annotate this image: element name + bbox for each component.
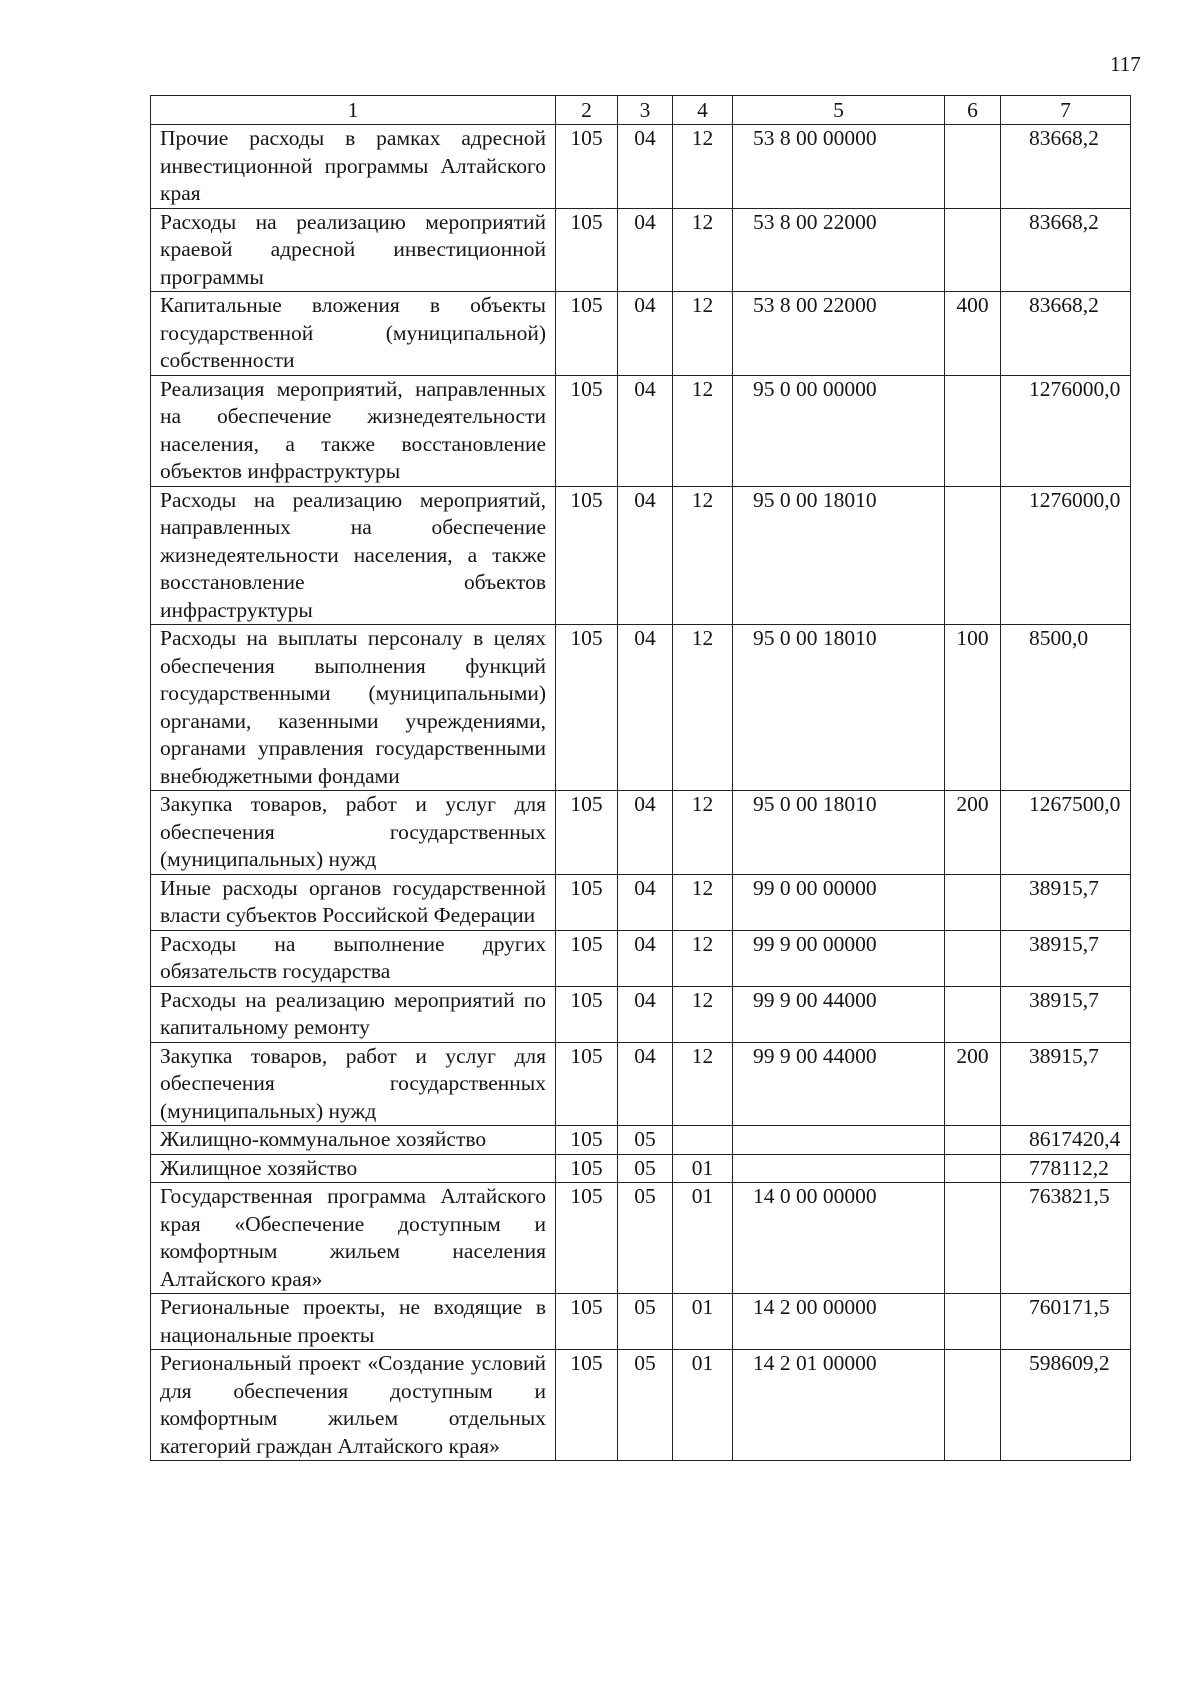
row-section-code: 05 [618, 1183, 673, 1294]
row-target-code: 14 2 00 00000 [733, 1294, 945, 1350]
row-subsection-code [673, 1126, 733, 1155]
row-name: Реализация мероприятий, направленных на обеспечение жизнедеятельности населения, а также восстановление объектов инфраструктуры [151, 375, 556, 486]
row-expense-type-code: 200 [945, 791, 1001, 875]
row-section-code: 04 [618, 486, 673, 625]
row-expense-type-code [945, 375, 1001, 486]
row-subsection-code: 12 [673, 125, 733, 209]
row-subsection-code: 12 [673, 486, 733, 625]
column-header: 4 [673, 96, 733, 125]
row-target-code: 99 9 00 44000 [733, 986, 945, 1042]
table-row [151, 125, 1131, 209]
row-target-code: 14 2 01 00000 [733, 1350, 945, 1461]
table-row [151, 791, 1131, 875]
row-target-code: 99 9 00 00000 [733, 930, 945, 986]
table-row [151, 874, 1131, 930]
row-section-code: 04 [618, 791, 673, 875]
row-subsection-code: 12 [673, 930, 733, 986]
row-section-code: 04 [618, 292, 673, 376]
row-section-code: 04 [618, 986, 673, 1042]
row-name: Расходы на реализацию мероприятий, направленных на обеспечение жизнедеятельности населения, а также восстановление объектов инфраструктуры [151, 486, 556, 625]
row-amount: 83668,2 [1001, 208, 1131, 292]
row-target-code: 53 8 00 00000 [733, 125, 945, 209]
row-subsection-code: 01 [673, 1154, 733, 1183]
row-target-code: 14 0 00 00000 [733, 1183, 945, 1294]
row-subsection-code: 01 [673, 1294, 733, 1350]
header-row [151, 96, 1131, 125]
row-expense-type-code [945, 1183, 1001, 1294]
column-header: 6 [945, 96, 1001, 125]
row-amount: 760171,5 [1001, 1294, 1131, 1350]
row-expense-type-code [945, 986, 1001, 1042]
row-ministry-code: 105 [556, 375, 618, 486]
row-expense-type-code [945, 1126, 1001, 1155]
row-name: Расходы на выполнение других обязательств государства [151, 930, 556, 986]
row-ministry-code: 105 [556, 986, 618, 1042]
row-target-code [733, 1154, 945, 1183]
row-ministry-code: 105 [556, 1183, 618, 1294]
row-subsection-code: 12 [673, 625, 733, 791]
column-header: 2 [556, 96, 618, 125]
table-row [151, 625, 1131, 791]
row-subsection-code: 01 [673, 1183, 733, 1294]
row-expense-type-code [945, 486, 1001, 625]
row-section-code: 04 [618, 1042, 673, 1126]
row-section-code: 04 [618, 208, 673, 292]
row-ministry-code: 105 [556, 930, 618, 986]
row-section-code: 04 [618, 625, 673, 791]
row-target-code: 95 0 00 18010 [733, 791, 945, 875]
row-amount: 1276000,0 [1001, 486, 1131, 625]
table-row [151, 208, 1131, 292]
table-row [151, 1350, 1131, 1461]
row-subsection-code: 12 [673, 791, 733, 875]
row-section-code: 05 [618, 1126, 673, 1155]
row-subsection-code: 12 [673, 208, 733, 292]
column-header: 3 [618, 96, 673, 125]
row-section-code: 05 [618, 1350, 673, 1461]
table-row [151, 375, 1131, 486]
row-target-code: 99 0 00 00000 [733, 874, 945, 930]
row-name: Капитальные вложения в объекты государственной (муниципальной) собственности [151, 292, 556, 376]
row-section-code: 04 [618, 125, 673, 209]
table-header [151, 96, 1131, 125]
row-subsection-code: 12 [673, 292, 733, 376]
row-name: Жилищное хозяйство [151, 1154, 556, 1183]
row-name: Прочие расходы в рамках адресной инвестиционной программы Алтайского края [151, 125, 556, 209]
row-section-code: 05 [618, 1294, 673, 1350]
row-amount: 8617420,4 [1001, 1126, 1131, 1155]
row-name: Расходы на реализацию мероприятий краевой адресной инвестиционной программы [151, 208, 556, 292]
row-name: Закупка товаров, работ и услуг для обеспечения государственных (муниципальных) нужд [151, 1042, 556, 1126]
table-row [151, 1183, 1131, 1294]
table-row [151, 486, 1131, 625]
row-section-code: 05 [618, 1154, 673, 1183]
table-row [151, 930, 1131, 986]
row-name: Региональные проекты, не входящие в национальные проекты [151, 1294, 556, 1350]
row-expense-type-code [945, 1154, 1001, 1183]
row-target-code: 95 0 00 18010 [733, 625, 945, 791]
row-amount: 38915,7 [1001, 874, 1131, 930]
row-ministry-code: 105 [556, 625, 618, 791]
row-ministry-code: 105 [556, 125, 618, 209]
row-target-code: 53 8 00 22000 [733, 208, 945, 292]
row-amount: 1276000,0 [1001, 375, 1131, 486]
row-amount: 38915,7 [1001, 986, 1131, 1042]
row-name: Расходы на реализацию мероприятий по капитальному ремонту [151, 986, 556, 1042]
row-name: Региональный проект «Создание условий для обеспечения доступным и комфортным жильем отдельных категорий граждан Алтайского края» [151, 1350, 556, 1461]
row-target-code [733, 1126, 945, 1155]
column-header: 7 [1001, 96, 1131, 125]
page-number: 117 [1110, 52, 1141, 76]
row-amount: 598609,2 [1001, 1350, 1131, 1461]
row-amount: 763821,5 [1001, 1183, 1131, 1294]
row-expense-type-code [945, 874, 1001, 930]
column-header: 1 [151, 96, 556, 125]
table-body [151, 125, 1131, 1461]
row-name: Государственная программа Алтайского края «Обеспечение доступным и комфортным жильем населения Алтайского края» [151, 1183, 556, 1294]
row-ministry-code: 105 [556, 1350, 618, 1461]
row-ministry-code: 105 [556, 874, 618, 930]
row-target-code: 53 8 00 22000 [733, 292, 945, 376]
row-name: Закупка товаров, работ и услуг для обеспечения государственных (муниципальных) нужд [151, 791, 556, 875]
row-target-code: 95 0 00 00000 [733, 375, 945, 486]
row-name: Иные расходы органов государственной власти субъектов Российской Федерации [151, 874, 556, 930]
row-expense-type-code: 400 [945, 292, 1001, 376]
row-subsection-code: 12 [673, 375, 733, 486]
row-ministry-code: 105 [556, 486, 618, 625]
table-row [151, 1042, 1131, 1126]
table-row [151, 292, 1131, 376]
row-expense-type-code: 100 [945, 625, 1001, 791]
row-ministry-code: 105 [556, 1294, 618, 1350]
row-expense-type-code: 200 [945, 1042, 1001, 1126]
row-section-code: 04 [618, 874, 673, 930]
row-expense-type-code [945, 930, 1001, 986]
row-subsection-code: 01 [673, 1350, 733, 1461]
row-target-code: 95 0 00 18010 [733, 486, 945, 625]
row-name: Жилищно-коммунальное хозяйство [151, 1126, 556, 1155]
column-header: 5 [733, 96, 945, 125]
row-amount: 83668,2 [1001, 292, 1131, 376]
budget-table [150, 95, 1131, 1461]
row-subsection-code: 12 [673, 1042, 733, 1126]
row-ministry-code: 105 [556, 1154, 618, 1183]
table-row [151, 986, 1131, 1042]
row-expense-type-code [945, 125, 1001, 209]
table-row [151, 1154, 1131, 1183]
row-ministry-code: 105 [556, 292, 618, 376]
row-amount: 1267500,0 [1001, 791, 1131, 875]
row-ministry-code: 105 [556, 1042, 618, 1126]
row-amount: 8500,0 [1001, 625, 1131, 791]
table-row [151, 1126, 1131, 1155]
row-ministry-code: 105 [556, 1126, 618, 1155]
row-subsection-code: 12 [673, 986, 733, 1042]
row-section-code: 04 [618, 930, 673, 986]
row-amount: 38915,7 [1001, 930, 1131, 986]
row-ministry-code: 105 [556, 791, 618, 875]
row-subsection-code: 12 [673, 874, 733, 930]
row-amount: 38915,7 [1001, 1042, 1131, 1126]
row-target-code: 99 9 00 44000 [733, 1042, 945, 1126]
row-expense-type-code [945, 1350, 1001, 1461]
row-expense-type-code [945, 1294, 1001, 1350]
row-name: Расходы на выплаты персоналу в целях обеспечения выполнения функций государственными (муниципальными) органами, казенными учреждениями, органами управления государственными внебюджетными фондами [151, 625, 556, 791]
row-section-code: 04 [618, 375, 673, 486]
row-amount: 778112,2 [1001, 1154, 1131, 1183]
table-row [151, 1294, 1131, 1350]
row-expense-type-code [945, 208, 1001, 292]
row-ministry-code: 105 [556, 208, 618, 292]
row-amount: 83668,2 [1001, 125, 1131, 209]
